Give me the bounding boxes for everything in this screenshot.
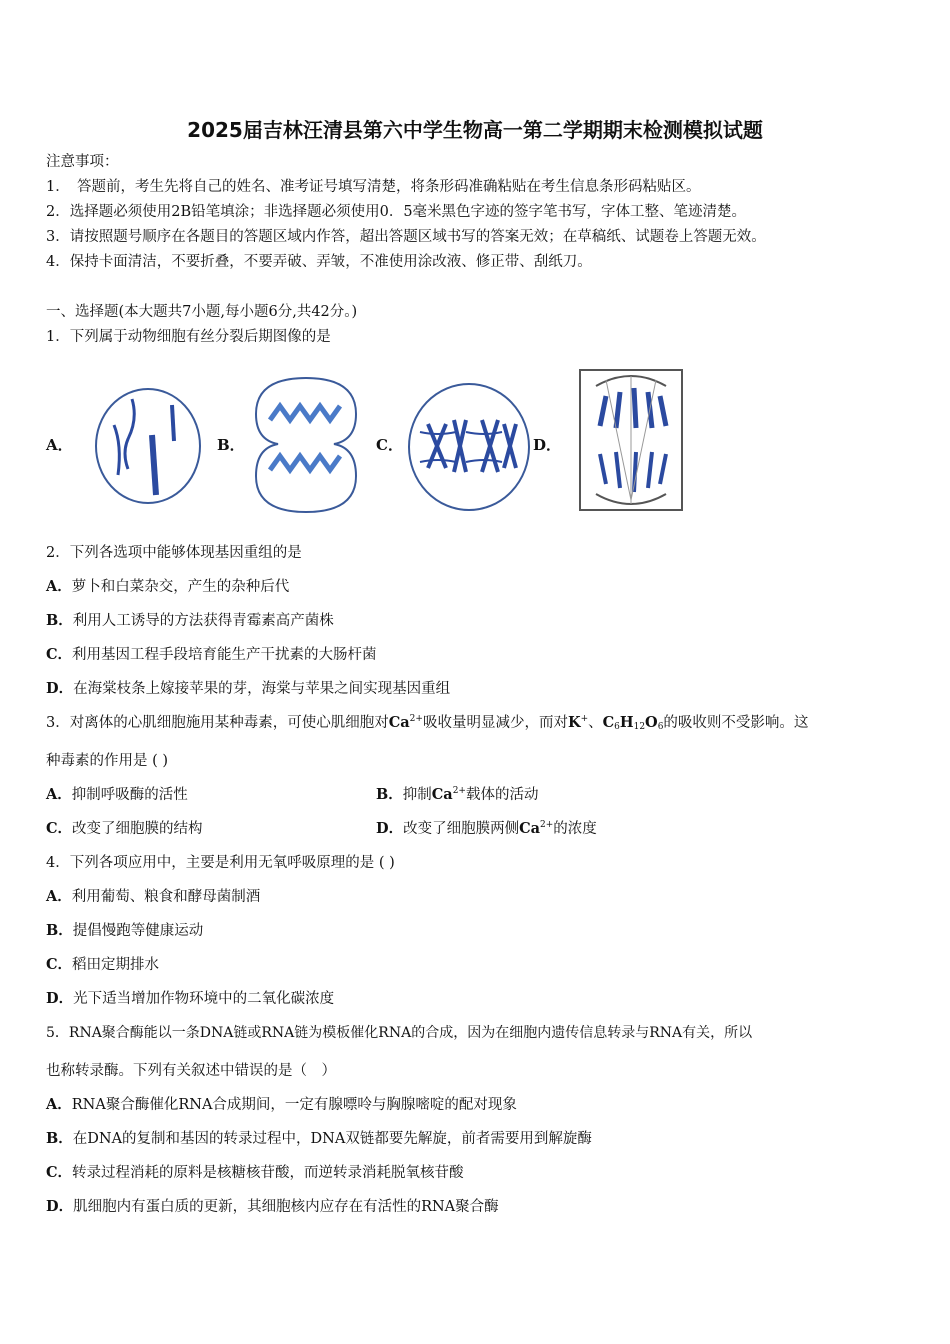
notice-item: 1． 答题前，考生先将自己的姓名、准考证号填写清楚，将条形码准确粘贴在考生信息条形码粘贴区。: [46, 179, 701, 195]
q1-option-d-label: D．: [533, 436, 562, 454]
option-text: 萝卜和白菜杂交，产生的杂种后代: [71, 579, 290, 595]
cell-diagram-c: [406, 380, 532, 514]
q1-option-a-label: A．: [46, 436, 73, 454]
q2-option-d: [46, 679, 450, 699]
option-label: D．: [46, 680, 74, 697]
q4-option-b: B．提倡慢跑等健康运动: [46, 922, 204, 939]
option-text: 利用人工诱导的方法获得青霉素高产菌株: [72, 613, 334, 629]
question-4-stem: 4．下列各项应用中，主要是利用无氧呼吸原理的是 ( ): [46, 855, 395, 871]
cell-diagram-a: [92, 385, 204, 507]
q3-option-a: A．抑制呼吸酶的活性: [46, 786, 188, 803]
q3-option-c: C．改变了细胞膜的结构: [46, 820, 203, 837]
option-label: B．: [46, 612, 73, 629]
question-5-stem-line2: 也称转录酶。下列有关叙述中错误的是（ ）: [46, 1063, 336, 1079]
notice-heading: 注意事项：: [46, 154, 119, 170]
option-text: 利用基因工程手段培育能生产干扰素的大肠杆菌: [72, 647, 377, 663]
option-label: C．: [46, 646, 73, 663]
question-1-stem: 1．下列属于动物细胞有丝分裂后期图像的是: [46, 329, 331, 345]
q2-option-a: [46, 577, 289, 597]
notice-item: 3．请按照题号顺序在各题目的答题区域内作答，超出答题区域书写的答案无效；在草稿纸、试题卷上答题无效。: [46, 229, 766, 245]
q5-option-d: D．肌细胞内有蛋白质的更新，其细胞核内应存在有活性的RNA聚合酶: [46, 1198, 499, 1215]
q4-option-c: C．稻田定期排水: [46, 956, 160, 973]
question-5-stem-line1: 5．RNA聚合酶能以一条DNA链或RNA链为模板催化RNA的合成，因为在细胞内遗传信息转录与RNA有关，所以: [46, 1025, 753, 1041]
q4-option-d: D．光下适当增加作物环境中的二氧化碳浓度: [46, 990, 335, 1007]
notice-item: 2．选择题必须使用2B铅笔填涂；非选择题必须使用0．5毫米黑色字迹的签字笔书写，字体工整、笔迹清楚。: [46, 204, 747, 220]
option-text: 在海棠枝条上嫁接苹果的芽，海棠与苹果之间实现基因重组: [73, 681, 451, 697]
question-3-stem-line1: 3．对离体的心肌细胞施用某种毒素，可使心肌细胞对$Ca^{2+}$吸收量明显减少，而对K+、$C_6H_{12}O_6$的吸收则不受影响。这: [46, 714, 809, 732]
q4-option-a: A．利用葡萄、粮食和酵母菌制酒: [46, 888, 261, 905]
q5-option-c: C．转录过程消耗的原料是核糖核苷酸，而逆转录消耗脱氧核苷酸: [46, 1164, 464, 1181]
section-heading: 一、选择题(本大题共7小题,每小题6分,共42分。): [46, 304, 358, 320]
q2-option-c: [46, 645, 377, 665]
q1-option-b-label: B．: [217, 436, 245, 454]
question-3-stem-line2: 种毒素的作用是 ( ): [46, 753, 169, 769]
q1-option-c-label: C．: [376, 436, 403, 454]
question-2-stem: 2．下列各选项中能够体现基因重组的是: [46, 545, 302, 561]
page-title: 2025届吉林汪清县第六中学生物高一第二学期期末检测模拟试题: [187, 118, 763, 142]
cell-diagram-b: [246, 374, 366, 514]
option-label: A．: [46, 578, 72, 595]
notice-item: 4．保持卡面清洁，不要折叠，不要弄破、弄皱，不准使用涂改液、修正带、刮纸刀。: [46, 254, 592, 270]
q2-option-b: [46, 611, 334, 631]
q3-option-b: B．抑制$Ca^{2+}$载体的活动: [376, 786, 539, 803]
q3-option-d: D．改变了细胞膜两侧$Ca^{2+}$的浓度: [376, 820, 597, 837]
q5-option-a: A．RNA聚合酶催化RNA合成期间，一定有腺嘌呤与胸腺嘧啶的配对现象: [46, 1096, 517, 1113]
cell-diagram-d: [576, 366, 686, 514]
q5-option-b: B．在DNA的复制和基因的转录过程中，DNA双链都要先解旋，前者需要用到解旋酶: [46, 1130, 592, 1147]
